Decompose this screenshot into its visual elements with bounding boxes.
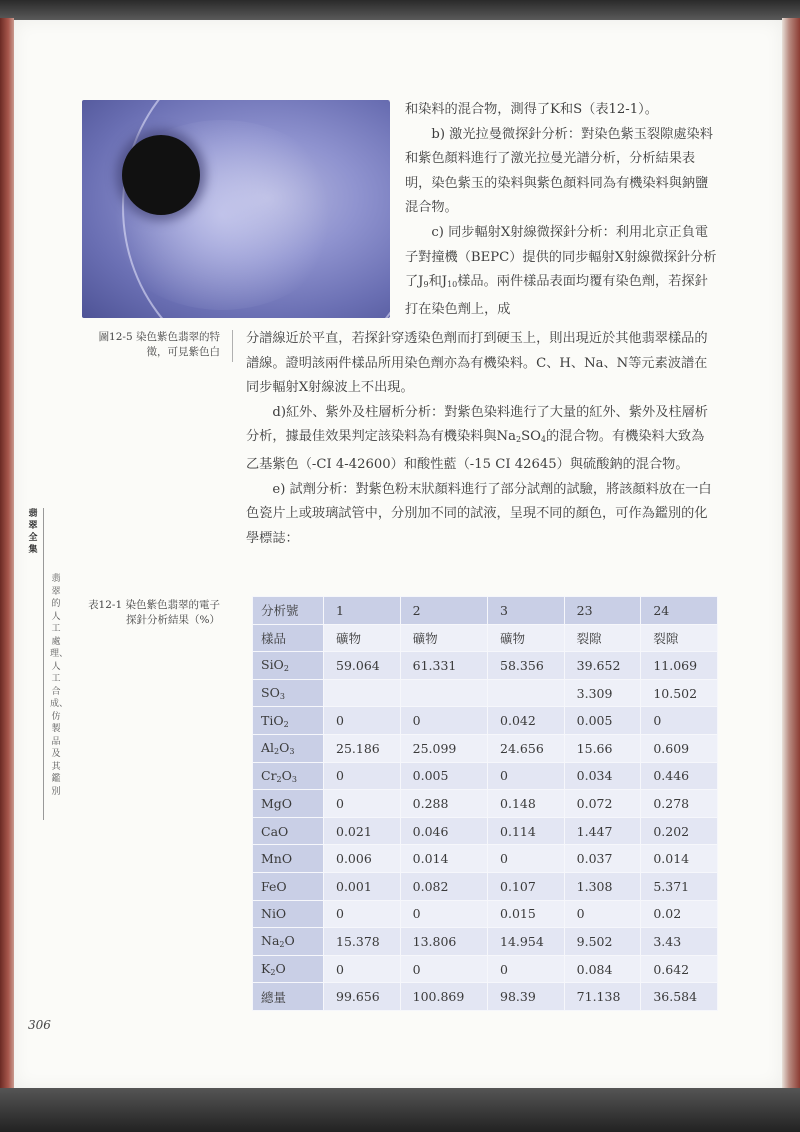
probe-analysis-table [252,596,718,1011]
value-cell: 25.186 [324,734,401,762]
figure-caption: 圖12-5 染色紫色翡翠的特徵，可見紫色白 [98,331,220,358]
oxide-label: FeO [253,872,324,900]
value-cell: 0.114 [488,817,565,845]
total-row [253,983,718,1011]
table-row [253,872,718,900]
table-row [253,762,718,790]
total-cell: 99.656 [324,983,401,1011]
table-row [253,679,718,707]
caption-divider [232,330,233,362]
value-cell: 14.954 [488,928,565,956]
table-row [253,652,718,680]
value-cell: 0.042 [488,707,565,735]
value-cell: 0.034 [564,762,641,790]
column-header: 23 [564,597,641,625]
total-cell: 36.584 [641,983,718,1011]
value-cell: 13.806 [400,928,487,956]
value-cell: 1.308 [564,872,641,900]
value-cell: 0 [564,900,641,928]
value-cell: 0.148 [488,790,565,818]
value-cell: 0.642 [641,955,718,983]
value-cell: 15.378 [324,928,401,956]
value-cell: 0 [324,790,401,818]
value-cell: 1.447 [564,817,641,845]
sample-cell: 礦物 [324,624,401,652]
oxide-label: NiO [253,900,324,928]
paragraph-intro: 和染料的混合物，測得了K和S（表12-1）。 [405,102,658,117]
value-cell: 15.66 [564,734,641,762]
value-cell: 0 [400,707,487,735]
value-cell: 24.656 [488,734,565,762]
value-cell: 9.502 [564,928,641,956]
oxide-label: $SO_3$ [253,679,324,707]
value-cell: 5.371 [641,872,718,900]
value-cell: 0.037 [564,845,641,873]
value-cell: 0.278 [641,790,718,818]
table-row [253,928,718,956]
value-cell: 25.099 [400,734,487,762]
table-row [253,817,718,845]
table-row [253,955,718,983]
oxide-label: $Na_2O$ [253,928,324,956]
oxide-label: $Al_2O_3$ [253,734,324,762]
value-cell: 0.001 [324,872,401,900]
oxide-label: CaO [253,817,324,845]
value-cell: 11.069 [641,652,718,680]
sample-cell: 裂隙 [641,624,718,652]
sample-cell: 礦物 [400,624,487,652]
book-cover-left [0,18,14,1088]
paragraph-infrared: d)紅外、紫外及柱層析分析：對紫色染料進行了大量的紅外、紫外及柱層析分析，據最佳效果判定該染料為有機染料與$Na_2SO_4$的混合物。有機染料大致為乙基紫色（-CI 4-42600）和酸性藍（-15 CI 42645）與硫酸鈉的混合物。 [246,404,708,472]
table-row [253,900,718,928]
value-cell: 0 [324,900,401,928]
value-cell: 58.356 [488,652,565,680]
value-cell [324,679,401,707]
value-cell: 0 [400,900,487,928]
table-row [253,790,718,818]
sample-cell: 裂隙 [564,624,641,652]
table-caption: 表12-1 染色紫色翡翠的電子探針分析結果（%） [88,599,220,626]
value-cell: 0.005 [400,762,487,790]
table-row [253,707,718,735]
oxide-label: $K_2O$ [253,955,324,983]
scan-edge-top [0,0,800,20]
value-cell: 0.288 [400,790,487,818]
column-header: 3 [488,597,565,625]
value-cell: 0.006 [324,845,401,873]
oxide-label: TiO$_2$ [253,707,324,735]
value-cell: 0 [488,845,565,873]
value-cell: 0.014 [400,845,487,873]
value-cell: 0.072 [564,790,641,818]
value-cell: 0.02 [641,900,718,928]
value-cell: 0.609 [641,734,718,762]
value-cell: 0.082 [400,872,487,900]
value-cell: 0.446 [641,762,718,790]
sample-row [253,624,718,652]
value-cell [488,679,565,707]
paragraph-raman: b) 激光拉曼微探針分析：對染色紫玉裂隙處染料和紫色顏料進行了激光拉曼光譜分析，分析結果表明，染色紫玉的染料與紫色顏料同為有機染料與鈉鹽混合物。 [405,126,713,216]
sample-label: 樣品 [253,624,324,652]
header-label: 分析號 [253,597,324,625]
value-cell: 3.43 [641,928,718,956]
value-cell: 0 [324,762,401,790]
value-cell: 0.005 [564,707,641,735]
value-cell: 39.652 [564,652,641,680]
value-cell: 0 [641,707,718,735]
total-label: 總量 [253,983,324,1011]
value-cell: 0.014 [641,845,718,873]
body-text-upper [405,98,717,322]
side-chapter-title: 翡翠的人工處理、人工合成、仿製品及其鑑別 [50,574,69,797]
scan-edge-bottom [0,1088,800,1132]
book-cover-right [782,18,800,1088]
dyed-jade-photo [82,100,390,318]
value-cell: 0 [400,955,487,983]
body-text-lower [246,327,716,551]
value-cell: 0.084 [564,955,641,983]
value-cell: 0 [324,707,401,735]
value-cell: 0.021 [324,817,401,845]
value-cell: 0.107 [488,872,565,900]
table-row [253,734,718,762]
value-cell: 3.309 [564,679,641,707]
total-cell: 98.39 [488,983,565,1011]
page-number: 306 [28,1018,51,1032]
photo-dark-spot [122,135,200,215]
column-header: 1 [324,597,401,625]
column-header: 2 [400,597,487,625]
value-cell: 0 [488,762,565,790]
value-cell: 61.331 [400,652,487,680]
table-row [253,845,718,873]
oxide-label: SiO$_2$ [253,652,324,680]
paragraph-xray: c) 同步輻射X射線微探針分析：利用北京正負電子對撞機（BEPC）提供的同步輻射X射線微探針分析了$J_9$和$J_{10}$樣品。兩件樣品表面均覆有染色劑，若探針打在染色劑上，成 [405,224,717,317]
column-header: 24 [641,597,718,625]
value-cell: 10.502 [641,679,718,707]
value-cell: 0 [324,955,401,983]
value-cell: 0.015 [488,900,565,928]
total-cell: 100.869 [400,983,487,1011]
side-divider [43,508,44,820]
value-cell: 0.046 [400,817,487,845]
sample-cell: 礦物 [488,624,565,652]
oxide-label: $Cr_2O_3$ [253,762,324,790]
side-book-title: 翡翠全集 [28,509,38,555]
oxide-label: MgO [253,790,324,818]
value-cell: 0 [488,955,565,983]
paragraph-xray-cont: 分譜線近於平直，若探針穿透染色劑而打到硬玉上，則出現近於其他翡翠樣品的譜線。證明該兩件樣品所用染色劑亦為有機染料。C、H、Na、N等元素波譜在同步輻射X射線波上不出現。 [246,331,708,396]
oxide-label: MnO [253,845,324,873]
value-cell: 59.064 [324,652,401,680]
total-cell: 71.138 [564,983,641,1011]
value-cell: 0.202 [641,817,718,845]
value-cell [400,679,487,707]
paragraph-reagent: e) 試劑分析：對紫色粉末狀顏料進行了部分試劑的試驗，將該顏料放在一白色瓷片上或玻璃試管中，分別加不同的試液，呈現不同的顏色，可作為鑑別的化學標誌： [246,481,712,546]
table-header-row [253,597,718,625]
